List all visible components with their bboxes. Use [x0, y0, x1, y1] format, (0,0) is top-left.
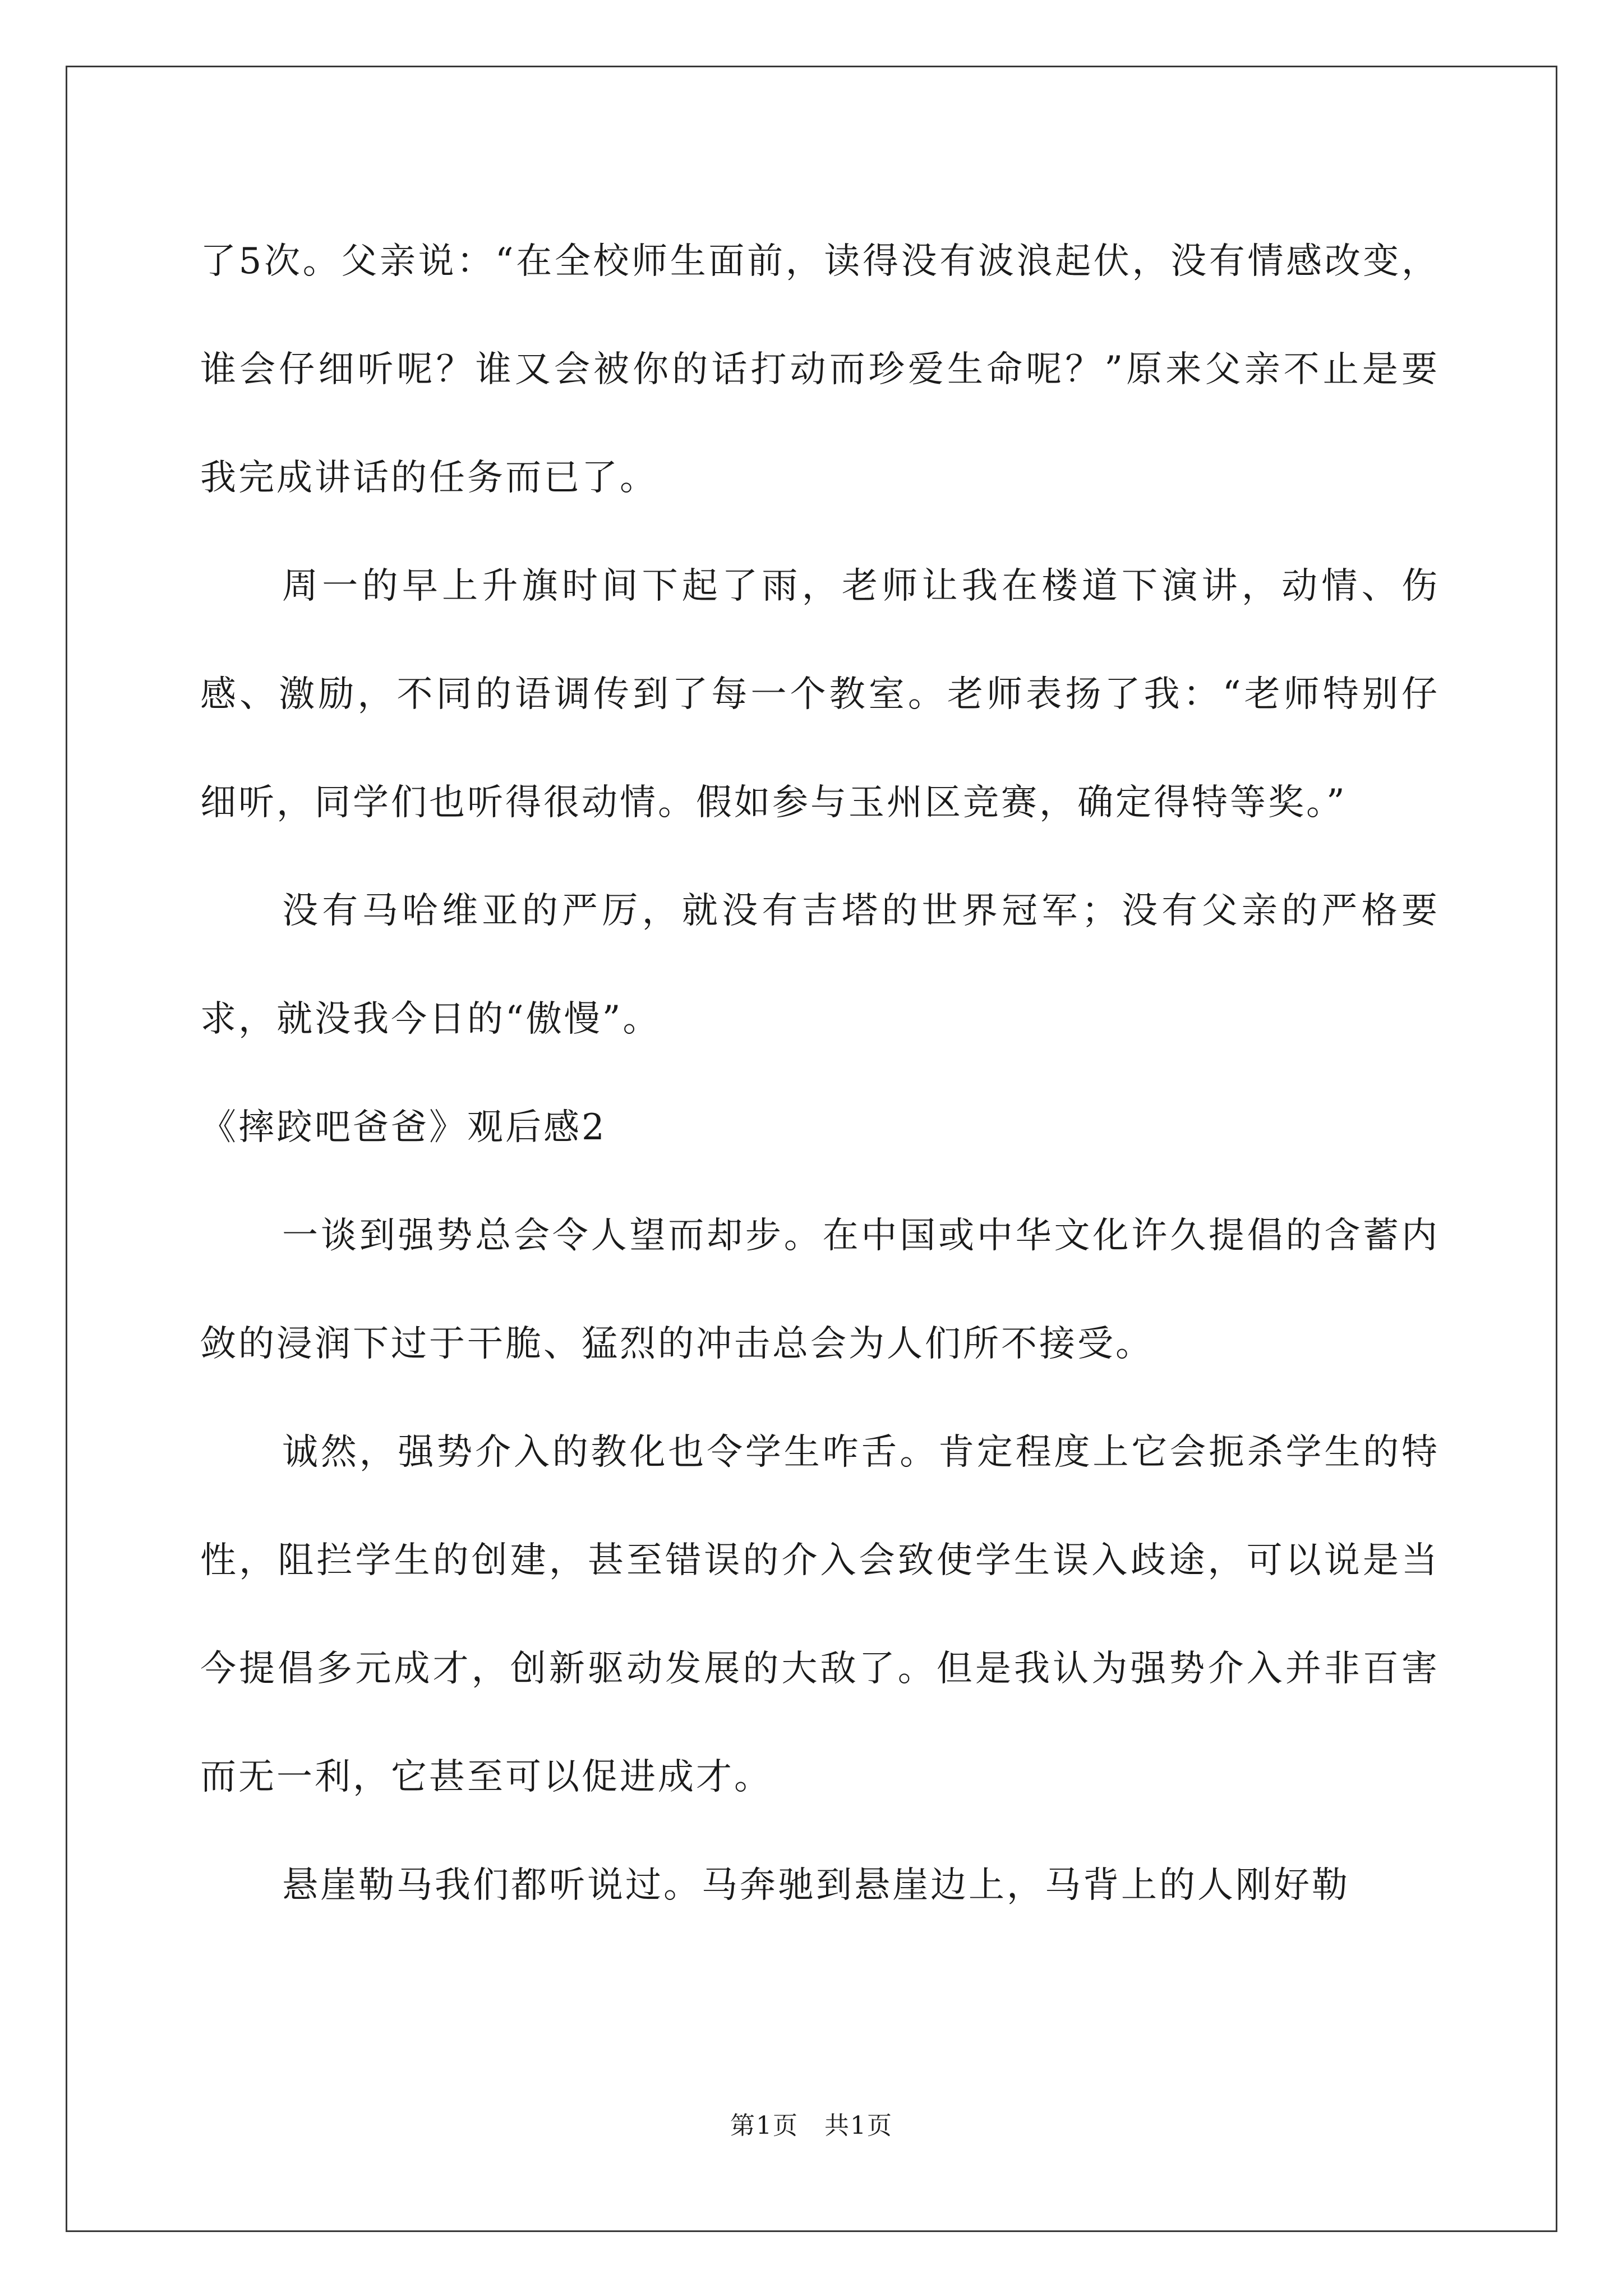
- paragraph-5: 诚然，强势介入的教化也令学生咋舌。肯定程度上它会扼杀学生的特性，阻拦学生的创建，甚至错误的介入会致使学生误入歧途，可以说是当今提倡多元成才，创新驱动发展的大敌了。但是我认为强势介入并非百害而无一利，它甚至可以促进成才。: [200, 1432, 1440, 1798]
- paragraph-3: 没有马哈维亚的严厉，就没有吉塔的世界冠军；没有父亲的严格要求，就没我今日的“傲慢”。: [200, 890, 1440, 1040]
- paragraph-4: 一谈到强势总会令人望而却步。在中国或中华文化许久提倡的含蓄内敛的浸润下过于干脆、猛烈的冲击总会为人们所不接受。: [200, 1215, 1440, 1365]
- document-body: [200, 208, 1440, 1940]
- page-footer: 第1页 共1页: [730, 2111, 893, 2140]
- section-heading: 《摔跤吧爸爸》观后感2: [200, 1107, 607, 1148]
- paragraph-2: 周一的早上升旗时间下起了雨，老师让我在楼道下演讲，动情、伤感、激励，不同的语调传到了每一个教室。老师表扬了我：“老师特别仔细听，同学们也听得很动情。假如参与玉州区竞赛，确定得特等奖。”: [200, 565, 1440, 823]
- paragraph-1: 了5次。父亲说：“在全校师生面前，读得没有波浪起伏，没有情感改变，谁会仔细听呢？谁又会被你的话打动而珍爱生命呢？”原来父亲不止是要我完成讲话的任务而已了。: [200, 241, 1440, 499]
- paragraph-6: 悬崖勒马我们都听说过。马奔驰到悬崖边上，马背上的人刚好勒: [282, 1865, 1350, 1906]
